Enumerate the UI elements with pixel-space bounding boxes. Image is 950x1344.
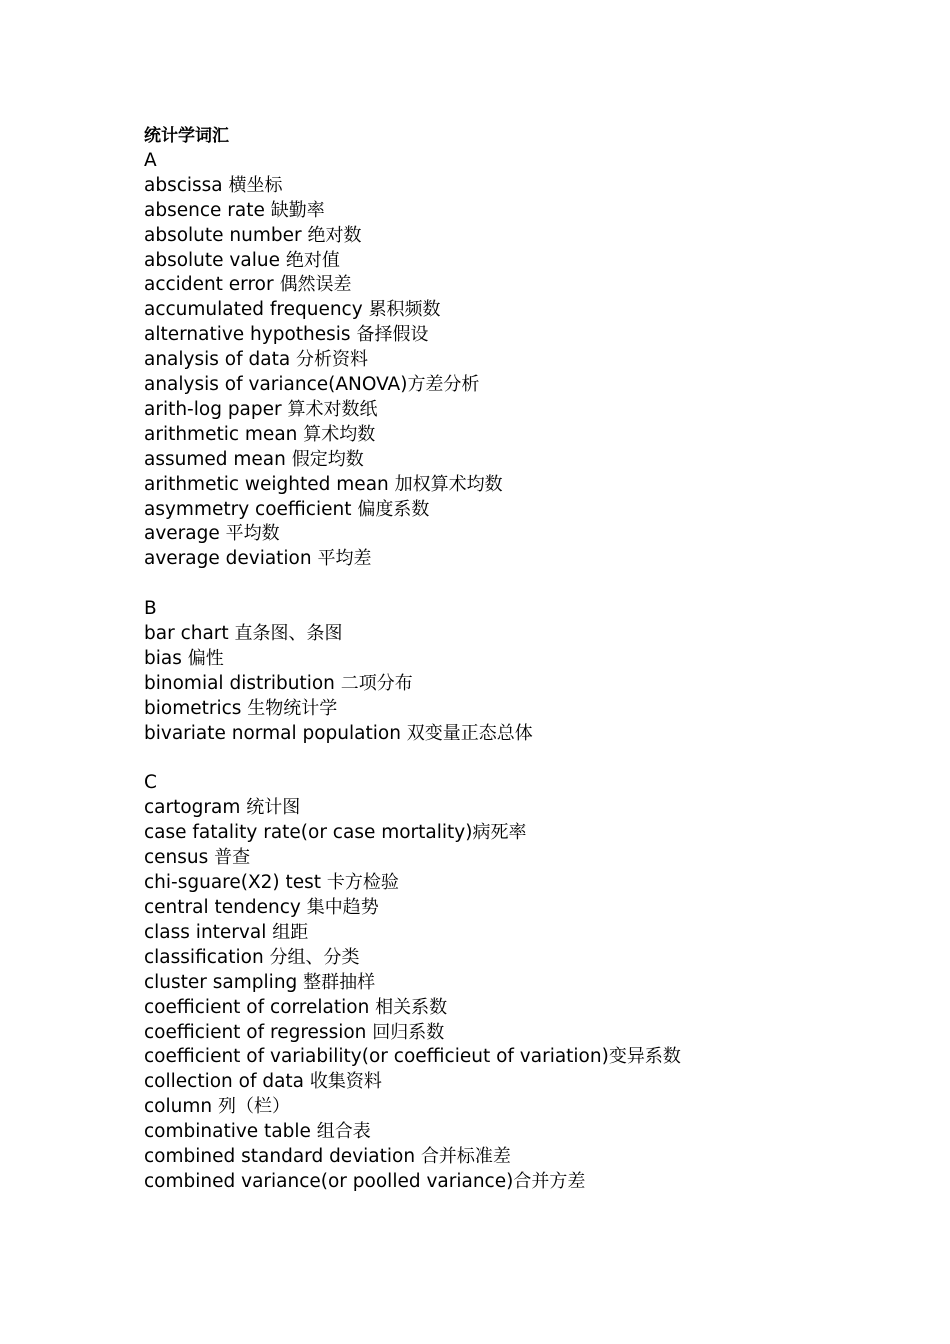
- entry-term: arithmetic weighted mean: [144, 473, 395, 495]
- entry-term: cartogram: [144, 797, 247, 819]
- entry-term: average deviation: [144, 548, 318, 570]
- entry-translation: 集中趋势: [306, 897, 379, 918]
- entry-term: central tendency: [144, 897, 307, 918]
- entry-term: chi-sguare(X2) test: [144, 872, 327, 894]
- entry-term: class interval: [144, 921, 273, 943]
- entry-term: absolute value: [144, 249, 286, 271]
- entry-term: arithmetic mean: [144, 423, 304, 445]
- entry-translation: 二项分布: [340, 672, 413, 694]
- entry-translation: 组合表: [316, 1121, 371, 1143]
- entry-translation: 相关系数: [375, 996, 448, 1018]
- glossary-entry: [144, 796, 684, 821]
- glossary-entry: [144, 622, 684, 647]
- entry-term: coefficient of regression: [144, 1021, 373, 1043]
- glossary-entry: [144, 224, 684, 249]
- glossary-entry: [144, 921, 684, 946]
- entry-term: coefficient of correlation: [144, 996, 376, 1018]
- entry-term: census: [144, 847, 215, 869]
- entry-term: collection of data: [144, 1071, 310, 1093]
- entry-translation: 双变量正态总体: [406, 722, 533, 744]
- entry-translation: 整群抽样: [303, 971, 376, 993]
- entry-translation: 缺勤率: [270, 199, 325, 221]
- glossary-entry: [144, 174, 684, 199]
- glossary-entry: [144, 1145, 684, 1170]
- entry-translation: 横坐标: [228, 174, 283, 196]
- entry-translation: 分析资料: [296, 349, 369, 371]
- glossary-entry: [144, 1070, 684, 1095]
- entry-term: asymmetry coefficient: [144, 498, 358, 520]
- glossary-entry: [144, 522, 684, 547]
- entry-translation: 绝对数: [307, 224, 362, 246]
- entry-term: combinative table: [144, 1121, 317, 1143]
- entry-term: bivariate normal population: [144, 722, 407, 744]
- glossary-entry: [144, 871, 684, 896]
- entry-term: analysis of data: [144, 349, 297, 371]
- entry-translation: 统计图: [246, 797, 301, 819]
- entry-translation: 算术均数: [303, 423, 376, 445]
- entry-translation: 平均差: [317, 548, 372, 570]
- glossary-entry: [144, 946, 684, 971]
- glossary-entry: [144, 1120, 684, 1145]
- entry-translation: 假定均数: [291, 448, 364, 470]
- entry-term: absence rate: [144, 199, 271, 221]
- entry-term: case fatality rate(or case mortality): [144, 822, 473, 844]
- entry-translation: 偶然误差: [279, 274, 352, 296]
- glossary-entry: [144, 1095, 684, 1120]
- entry-translation: 直条图、条图: [234, 623, 343, 645]
- entry-term: binomial distribution: [144, 672, 341, 694]
- document-title: 统计学词汇: [144, 126, 229, 146]
- entry-translation: 加权算术均数: [394, 473, 503, 495]
- glossary-entry: [144, 1045, 684, 1070]
- glossary-entry: [144, 647, 684, 672]
- glossary-entry: [144, 423, 684, 448]
- glossary-entry: [144, 846, 684, 871]
- entry-term: coefficient of variability(or coefficieut of variation): [144, 1046, 609, 1068]
- entry-translation: 绝对值: [285, 249, 340, 271]
- entry-term: average: [144, 523, 226, 545]
- section-c: [144, 771, 684, 1194]
- glossary-entry: [144, 473, 684, 498]
- glossary-entry: [144, 996, 684, 1021]
- entry-translation: 偏性: [187, 647, 224, 669]
- section-letter: B: [144, 598, 157, 620]
- entry-translation: 分组、分类: [269, 946, 360, 968]
- glossary-entry: [144, 821, 684, 846]
- glossary-entry: [144, 672, 684, 697]
- entry-term: arith-log paper: [144, 398, 288, 420]
- glossary-entry: [144, 498, 684, 523]
- entry-translation: 平均数: [225, 523, 280, 545]
- entry-translation: 备择假设: [356, 324, 429, 346]
- entry-term: biometrics: [144, 697, 248, 719]
- glossary-entry: [144, 348, 684, 373]
- entry-translation: 合并标准差: [420, 1146, 511, 1168]
- entry-term: bias: [144, 647, 188, 669]
- entry-term: accident error: [144, 274, 280, 296]
- entry-term: absolute number: [144, 224, 308, 246]
- glossary-entry: [144, 722, 684, 747]
- entry-term: cluster sampling: [144, 971, 304, 993]
- section-spacer: [144, 572, 684, 597]
- entry-translation: 收集资料: [309, 1071, 382, 1093]
- entry-translation: 累积频数: [368, 299, 441, 321]
- section-spacer: [144, 747, 684, 772]
- entry-translation: 回归系数: [372, 1021, 445, 1043]
- entry-translation: 生物统计学: [247, 697, 338, 719]
- glossary-entry: [144, 373, 684, 398]
- glossary-entry: [144, 971, 684, 996]
- entry-term: abscissa: [144, 174, 229, 196]
- document-content: [144, 124, 684, 1195]
- glossary-entry: [144, 1170, 684, 1195]
- entry-term: classification: [144, 946, 270, 968]
- entry-translation: 变异系数: [608, 1046, 681, 1068]
- entry-term: combined standard deviation: [144, 1146, 421, 1168]
- entry-term: assumed mean: [144, 448, 292, 470]
- entry-translation: 算术对数纸: [287, 398, 378, 420]
- section-b: [144, 597, 684, 746]
- glossary-entry: [144, 448, 684, 473]
- entry-term: accumulated frequency: [144, 299, 369, 321]
- entry-translation: 列（栏）: [217, 1096, 290, 1118]
- entry-translation: 合并方差: [513, 1170, 586, 1192]
- glossary-entry: [144, 398, 684, 423]
- glossary-entry: [144, 273, 684, 298]
- entry-term: column: [144, 1096, 218, 1118]
- entry-term: analysis of variance(ANOVA): [144, 374, 408, 396]
- glossary-entry: [144, 896, 684, 921]
- entry-translation: 方差分析: [407, 374, 480, 396]
- section-letter: C: [144, 772, 157, 794]
- glossary-entry: [144, 298, 684, 323]
- entry-translation: 卡方检验: [326, 872, 399, 894]
- section-a: [144, 149, 684, 572]
- entry-translation: 普查: [214, 847, 251, 869]
- entry-translation: 组距: [272, 921, 309, 943]
- entry-term: bar chart: [144, 623, 235, 645]
- entry-term: combined variance(or poolled variance): [144, 1170, 514, 1192]
- glossary-entry: [144, 1021, 684, 1046]
- glossary-entry: [144, 199, 684, 224]
- entry-term: alternative hypothesis: [144, 324, 357, 346]
- glossary-entry: [144, 697, 684, 722]
- glossary-entry: [144, 323, 684, 348]
- entry-translation: 偏度系数: [357, 498, 430, 520]
- glossary-entry: [144, 249, 684, 274]
- glossary-entry: [144, 547, 684, 572]
- entry-translation: 病死率: [472, 822, 527, 844]
- section-letter: A: [144, 149, 157, 171]
